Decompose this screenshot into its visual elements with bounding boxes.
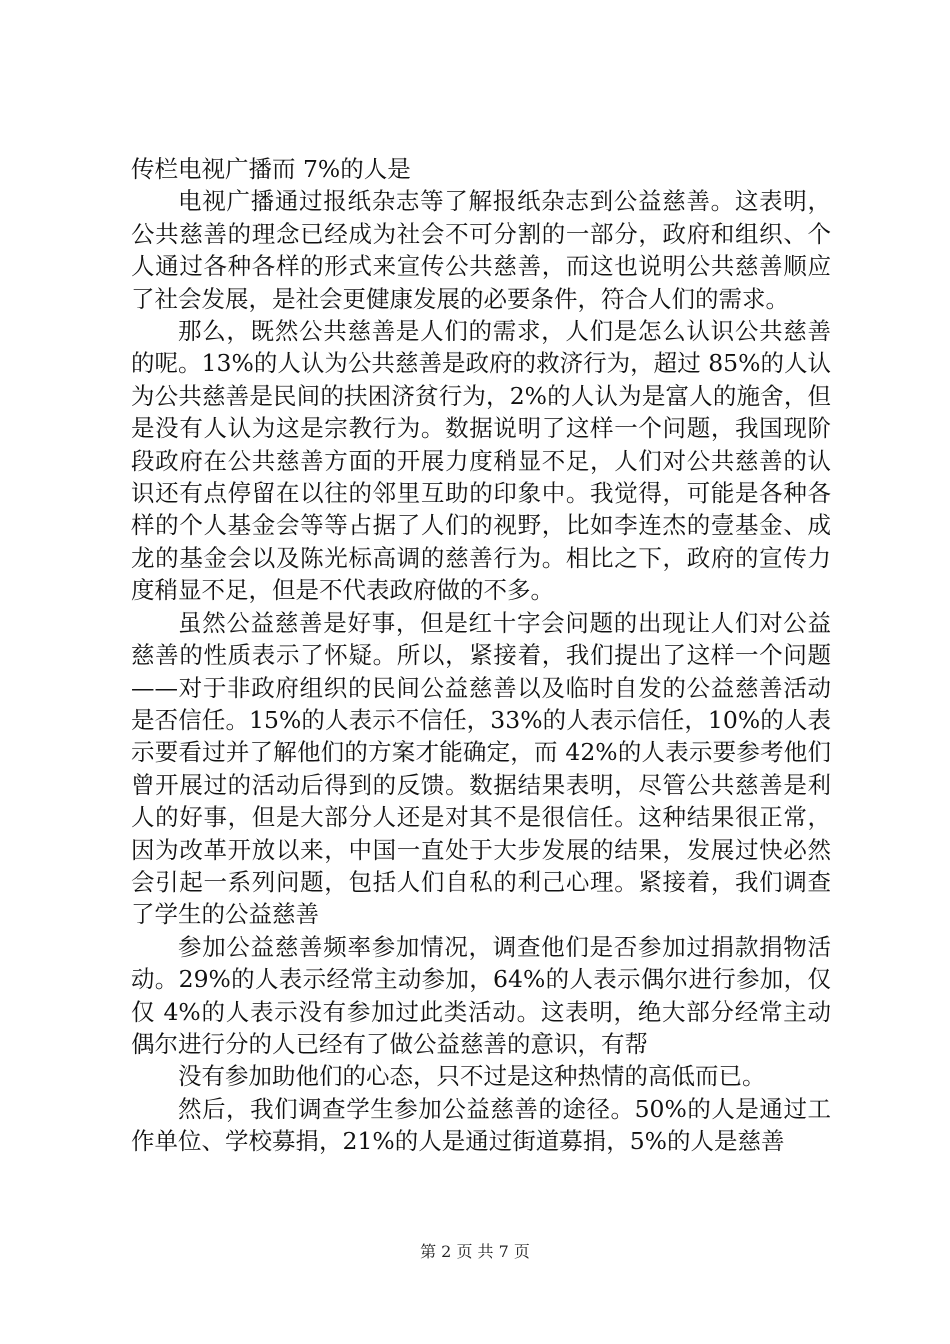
paragraph-7: 然后，我们调查学生参加公益慈善的途径。50%的人是通过工作单位、学校募捐，21%的人是通过街道募捐，5%的人是慈善 (131, 1094, 831, 1156)
paragraph-1: 传栏电视广播而 7%的人是 (131, 155, 411, 183)
paragraph-3: 那么，既然公共慈善是人们的需求，人们是怎么认识公共慈善的呢。13%的人认为公共慈善是政府的救济行为，超过 85%的人认为公共慈善是民间的扶困济贫行为，2%的人认为是富人的施舍，但是没有人认为这是宗教行为。数据说明了这样一个问题，我国现阶段政府在公共慈善方面的开展力度稍显不足，人们对公共慈善的认识还有点停留在以往的邻里互助的印象中。我觉得，可能是各种各样的个人基金会等等占据了人们的视野，比如李连杰的壹基金、成龙的基金会以及陈光标高调的慈善行为。相比之下，政府的宣传力度稍显不足，但是不代表政府做的不多。 (131, 317, 831, 605)
paragraph-6: 没有参加助他们的心态，只不过是这种热情的高低而已。 (178, 1062, 766, 1091)
paragraph-4: 虽然公益慈善是好事，但是红十字会问题的出现让人们对公益慈善的性质表示了怀疑。所以，紧接着，我们提出了这样一个问题——对于非政府组织的民间公益慈善以及临时自发的公益慈善活动是否信任。15%的人表示不信任，33%的人表示信任，10%的人表示要看过并了解他们的方案才能确定，而 42%的人表示要参考他们曾开展过的活动后得到的反馈。数据结果表明，尽管公共慈善是利人的好事，但是大部分人还是对其不是很信任。这种结果很正常，因为改革开放以来，中国一直处于大步发展的结果，发展过快必然会引起一系列问题，包括人们自私的利己心理。紧接着，我们调查了学生的公益慈善 (131, 608, 831, 929)
document-body (131, 153, 831, 1158)
paragraph-5: 参加公益慈善频率参加情况，调查他们是否参加过捐款捐物活动。29%的人表示经常主动参加，64%的人表示偶尔进行参加，仅仅 4%的人表示没有参加过此类活动。这表明，绝大部分经常主动偶尔进行分的人已经有了做公益慈善的意识，有帮 (131, 932, 831, 1058)
page-number-footer: 第 2 页 共 7 页 (420, 1242, 530, 1261)
paragraph-2: 电视广播通过报纸杂志等了解报纸杂志到公益慈善。这表明，公共慈善的理念已经成为社会不可分割的一部分，政府和组织、个人通过各种各样的形式来宣传公共慈善，而这也说明公共慈善顺应了社会发展，是社会更健康发展的必要条件，符合人们的需求。 (131, 187, 831, 313)
